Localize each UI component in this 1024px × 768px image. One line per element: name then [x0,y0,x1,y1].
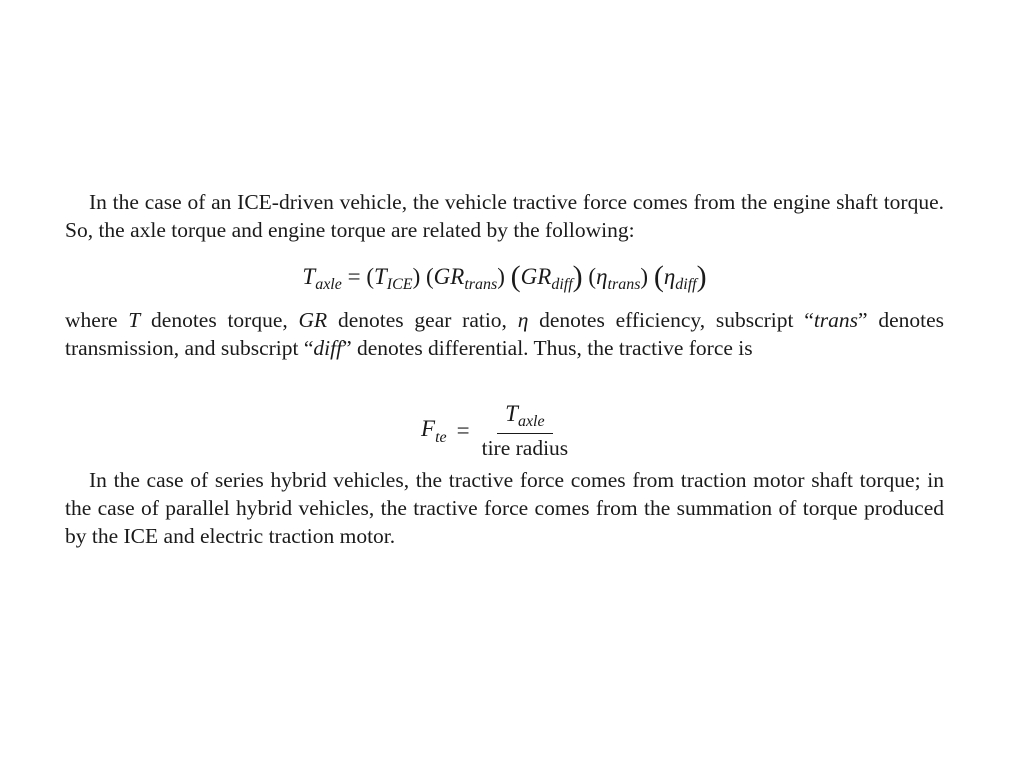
paragraph-definitions [65,306,944,362]
def-symbol-eta: η [517,308,529,332]
eq2-fraction [482,401,569,461]
eq1-t-sub: ICE [386,276,413,293]
eq1-lhs-symbol: T [302,264,316,289]
def-subscript-trans: trans [813,308,859,332]
eq1-eta-diff-sub: diff [675,276,697,293]
eq2-lhs-sub: te [435,428,447,446]
eq1-gr-diff-sub: diff [551,276,573,293]
def-text-6: ” denotes differential. Thus, the tractive force is [342,336,753,360]
eq2-lhs-symbol: F [421,415,436,441]
def-symbol-gr: GR [298,308,328,332]
eq2-num-symbol: T [505,401,518,426]
eq1-gr-trans-symbol: GR [433,264,465,289]
eq2-numerator [497,401,552,434]
equation-axle-torque: $T_{axle} = (T_{ICE})$ $(GR_{trans})$ $(GR_{diff})$ $(\eta_{trans})$ $(\eta_{diff})$ [302,260,707,293]
def-text-4: denotes efficiency, subscript “ [528,308,814,332]
paragraph-intro-line1: In the case of an ICE-driven vehicle, the vehicle tractive force comes from the engine [89,190,831,214]
document-page [65,188,945,548]
eq1-lhs-sub: axle [315,276,342,293]
def-text-1: where [65,308,129,332]
def-text-2: denotes torque, [140,308,299,332]
def-symbol-t: T [128,308,141,332]
eq2-num-sub: axle [517,413,545,430]
def-text-3: denotes gear ratio, [327,308,518,332]
eq1-equals: = [347,264,361,289]
paragraph-hybrid: In the case of series hybrid vehicles, the tractive force comes from traction motor shaft torque; in the case of parallel hybrid vehicles, the tractive force comes from the summation of torque produced by the ICE and electric traction motor. [65,468,944,548]
eq1-gr-trans-sub: trans [464,276,498,293]
eq1-t-symbol: T [374,264,387,289]
equation-tractive-force [421,396,568,466]
eq2-equals: = [456,418,470,443]
eq1-gr-diff-symbol: GR [520,264,552,289]
def-subscript-diff: diff [313,336,343,360]
paragraph-intro [65,188,944,244]
eq1-eta-diff-symbol: η [663,264,676,289]
paragraph-intro-line2: shaft torque. So, the axle torque and engine torque are related by the following: [65,190,945,242]
def-text-5: ” denotes transmission, and subscript “ [65,308,945,360]
eq2-denominator: tire radius [481,436,569,460]
eq1-eta-trans-symbol: η [596,264,608,289]
eq2-lhs [421,416,447,447]
eq1-eta-trans-sub: trans [607,276,641,293]
